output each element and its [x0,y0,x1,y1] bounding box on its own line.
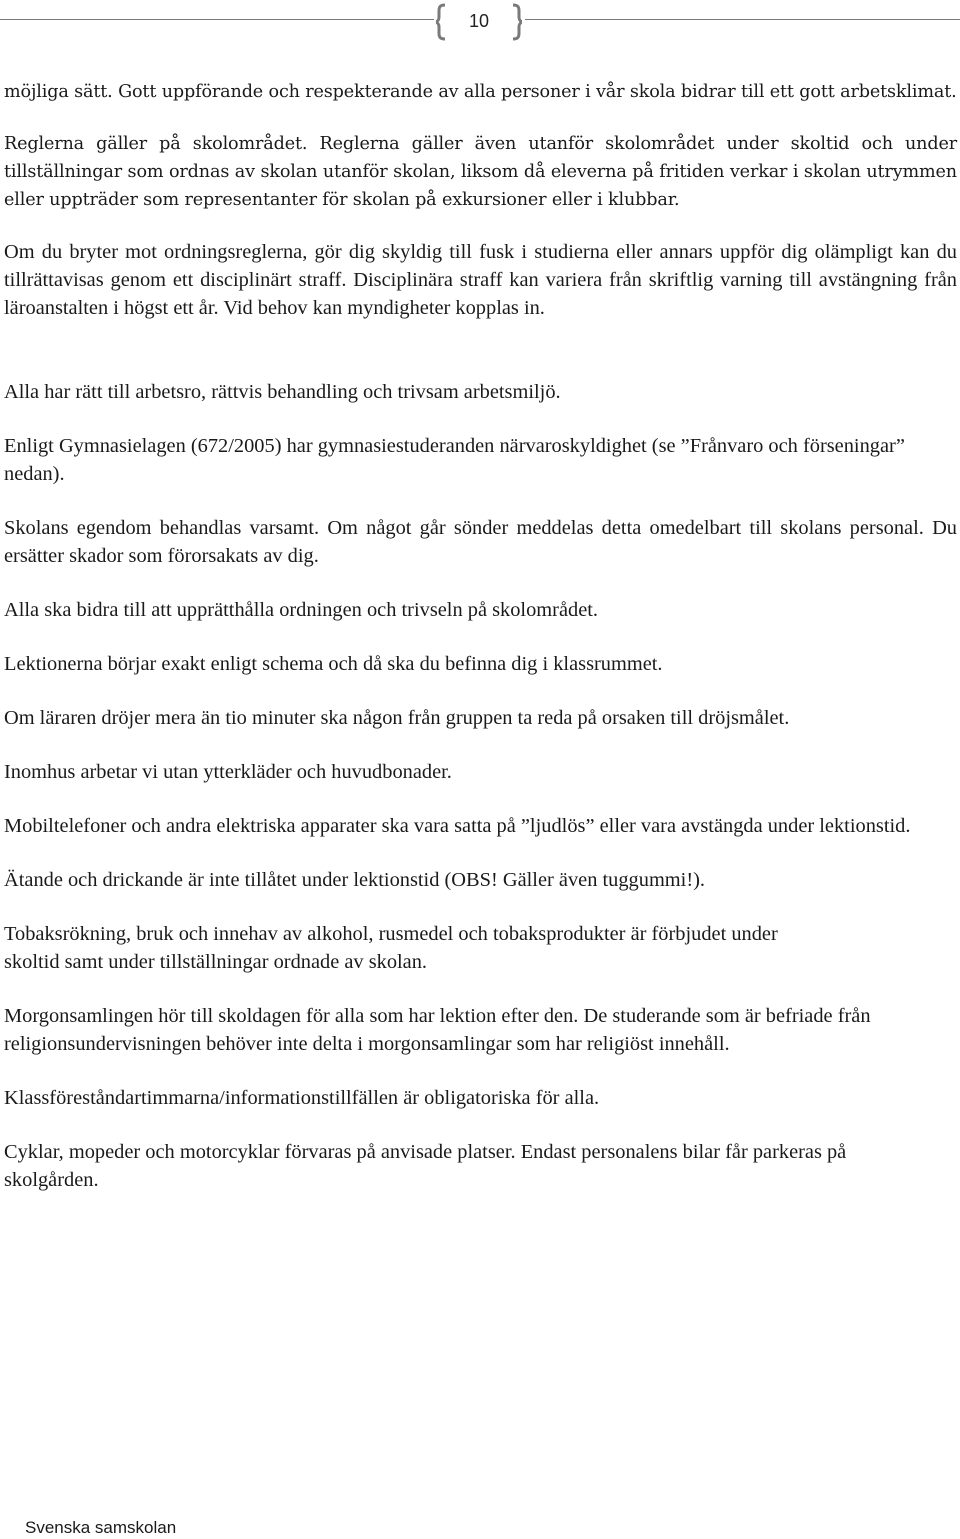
page-number-box [436,3,522,41]
paragraph-attendance: Enligt Gymnasielagen (672/2005) har gymnasiestuderanden närvaroskyldighet (se ”Frånvaro och förseningar” nedan). [4,435,905,485]
paragraph-teacher-delay: Om läraren dröjer mera än tio minuter ska någon från gruppen ta reda på orsaken till dröjsmålet. [4,707,790,729]
page-footer: Svenska samskolan [25,1518,177,1537]
paragraph-eating: Ätande och drickande är inte tillåtet under lektionstid (OBS! Gäller även tuggummi!). [4,869,706,891]
paragraph-lessons: Lektionerna börjar exakt enligt schema och då ska du befinna dig i klassrummet. [4,653,663,675]
paragraph-tobacco: Tobaksrökning, bruk och innehav av alkohol, rusmedel och tobaksprodukter är förbjudet under skoltid samt under tillställningar ordnade av skolan. [4,923,778,973]
page-number: 10 [468,11,490,31]
paragraph-mobile-phones: Mobiltelefoner och andra elektriska apparater ska vara satta på ”ljudlös” eller vara avstängda under lektionstid. [4,815,911,837]
paragraph-intro-continuation: möjliga sätt. Gott uppförande och respekterande av alla personer i vår skola bidrar till ett gott arbetsklimat. [4,82,957,102]
paragraph-parking: Cyklar, mopeder och motorcyklar förvaras på anvisade platser. Endast personalens bilar får parkeras på skolgården. [4,1141,847,1191]
paragraph-discipline: Om du bryter mot ordningsreglerna, gör dig skyldig till fusk i studierna eller annars uppför dig olämpligt kan du tillrättavisas genom ett disciplinärt straff. Disciplinära straff kan variera från skriftlig varning till avstängning från läroanstalten i högst ett år. Vid behov kan myndigheter kopplas in. [4,241,957,319]
paragraph-rule-scope: Reglerna gäller på skolområdet. Reglerna gäller även utanför skolområdet under skoltid och under tillställningar som ordnas av skolan utanför skolan, liksom då eleverna på fritiden verkar i skolan utrymmen eller uppträder som representanter för skolan på exkursioner eller i klubbar. [4,134,957,210]
paragraph-class-hours: Klassföreståndartimmarna/informationstillfällen är obligatoriska för alla. [4,1087,600,1109]
paragraph-order: Alla ska bidra till att upprätthålla ordningen och trivseln på skolområdet. [4,599,599,621]
document-body [4,78,957,1194]
header-rule-left [0,19,434,20]
paragraph-rights: Alla har rätt till arbetsro, rättvis behandling och trivsam arbetsmiljö. [4,381,561,403]
paragraph-property: Skolans egendom behandlas varsamt. Om något går sönder meddelas detta omedelbart till skolans personal. Du ersätter skador som förorsakats av dig. [4,517,957,567]
header-rule-right [525,19,960,20]
paragraph-morning-assembly: Morgonsamlingen hör till skoldagen för alla som har lektion efter den. De studerande som är befriade från religionsundervisningen behöver inte delta i morgonsamlingar som har religiöst innehåll. [4,1005,871,1055]
page-header [0,0,960,45]
paragraph-outerwear: Inomhus arbetar vi utan ytterkläder och huvudbonader. [4,761,452,783]
